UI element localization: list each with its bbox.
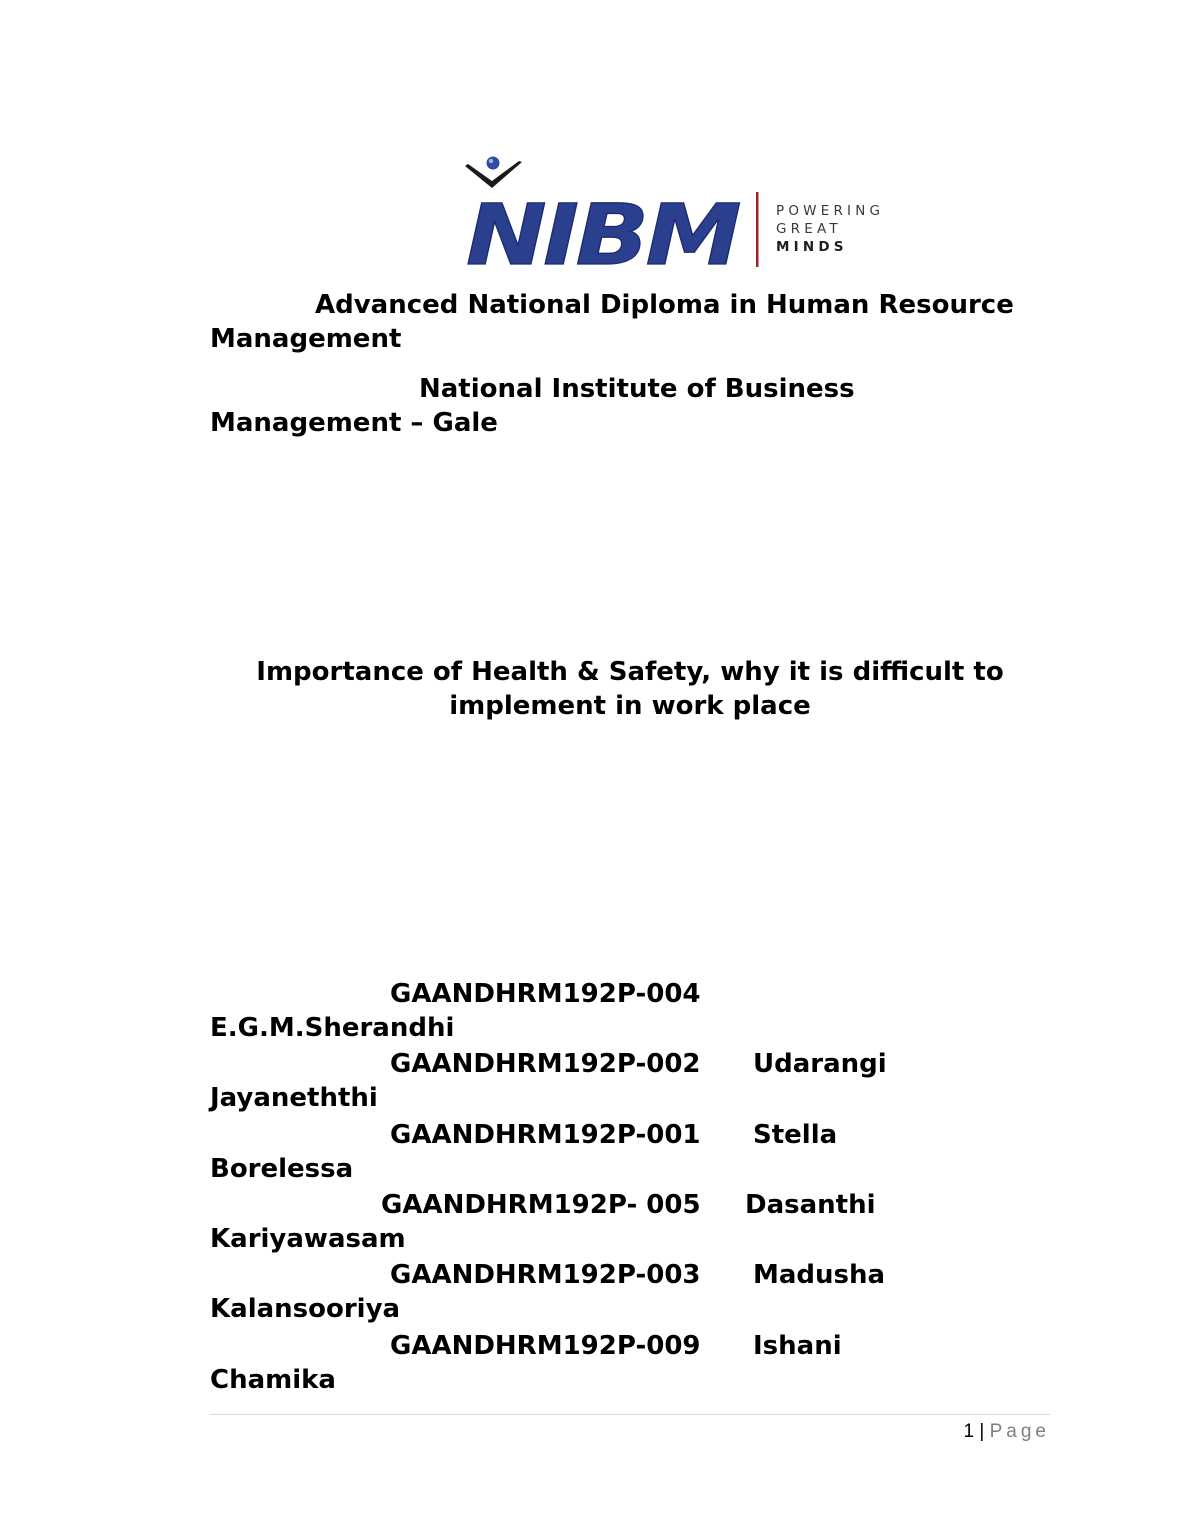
page-footer — [964, 1420, 1050, 1444]
member-id: GAANDHRM192P-002 — [390, 1049, 701, 1079]
assignment-title-line-2: implement in work place — [449, 691, 811, 721]
diploma-title-line-1: Advanced National Diploma in Human Resource — [315, 290, 1014, 320]
member-name: Chamika — [210, 1365, 336, 1395]
logo-divider — [756, 192, 759, 267]
diploma-title-line-2: Management — [210, 324, 402, 354]
member-name: E.G.M.Sherandhi — [210, 1013, 455, 1043]
institute-line-2: Management – Gale — [210, 408, 498, 438]
tagline-line-2: GREAT — [776, 221, 842, 237]
member-id: GAANDHRM192P-009 — [390, 1331, 701, 1361]
member-name-first: Madusha — [753, 1260, 886, 1290]
page-separator: | — [979, 1421, 985, 1442]
member-name: Kalansooriya — [210, 1294, 401, 1324]
member-id: GAANDHRM192P-001 — [390, 1120, 701, 1150]
logo-ball — [487, 157, 500, 170]
logo-tagline — [776, 202, 884, 256]
member-name: Jayaneththi — [210, 1083, 378, 1113]
member-name-first: Stella — [753, 1120, 838, 1150]
institute-line-1: National Institute of Business — [419, 374, 855, 404]
page-label: Page — [989, 1421, 1050, 1442]
logo-wordmark: NIBM — [466, 186, 740, 274]
page-number: 1 — [963, 1421, 975, 1442]
member-name: Kariyawasam — [210, 1224, 406, 1254]
tagline-line-1: POWERING — [776, 203, 885, 219]
tagline-line-3: MINDS — [776, 239, 848, 255]
member-id: GAANDHRM192P- 005 — [381, 1190, 701, 1220]
member-name-first: Ishani — [753, 1331, 842, 1361]
member-id: GAANDHRM192P-003 — [390, 1260, 701, 1290]
member-name-first: Dasanthi — [745, 1190, 876, 1220]
member-name: Borelessa — [210, 1154, 354, 1184]
footer-divider — [210, 1414, 1050, 1415]
member-name-first: Udarangi — [753, 1049, 887, 1079]
assignment-title-line-1: Importance of Health & Safety, why it is difficult to — [256, 657, 1004, 687]
member-id: GAANDHRM192P-004 — [390, 979, 701, 1009]
